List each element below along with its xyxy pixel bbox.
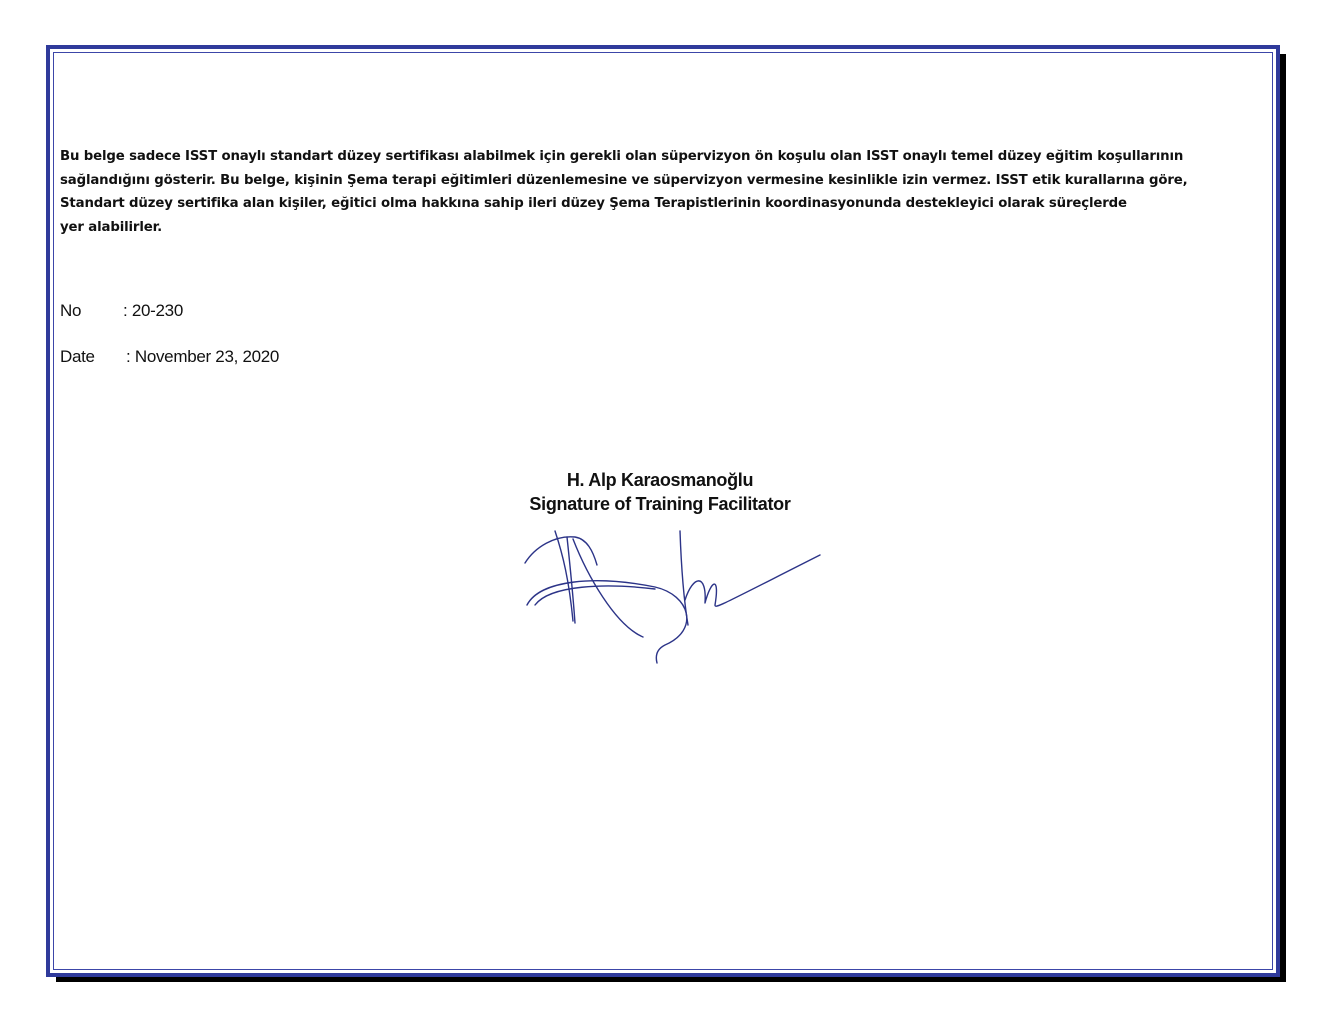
handwritten-signature — [515, 525, 835, 675]
signature-block — [500, 468, 820, 516]
certificate-date-value: : November 23, 2020 — [126, 347, 280, 366]
disclaimer-line: Bu belge sadece ISST onaylı standart düzey sertifikası alabilmek için gerekli olan süpervizyon ön koşulu olan ISST onaylı temel düzey eğitim koşullarının — [60, 149, 1184, 164]
signature-caption: Signature of Training Facilitator — [529, 494, 791, 514]
certificate-number-field — [60, 301, 183, 321]
certificate-date-field — [60, 347, 280, 367]
certificate-number-value: : 20-230 — [123, 301, 183, 320]
disclaimer-line: sağlandığını gösterir. Bu belge, kişinin Şema terapi eğitimleri düzenlemesine ve süpervizyon vermesine kesinlikle izin vermez. ISST etik kurallarına göre, — [60, 172, 1188, 188]
disclaimer-line: yer alabilirler. — [60, 219, 163, 235]
certificate-date-label: Date — [60, 347, 95, 366]
disclaimer-line: Standart düzey sertifika alan kişiler, eğitici olma hakkına sahip ileri düzey Şema Terapistlerinin koordinasyonunda destekleyici olarak süreçlerde — [60, 196, 1127, 211]
certificate-number-label: No — [60, 301, 82, 320]
signatory-name: H. Alp Karaosmanoğlu — [566, 470, 754, 490]
disclaimer-text — [60, 145, 1260, 239]
